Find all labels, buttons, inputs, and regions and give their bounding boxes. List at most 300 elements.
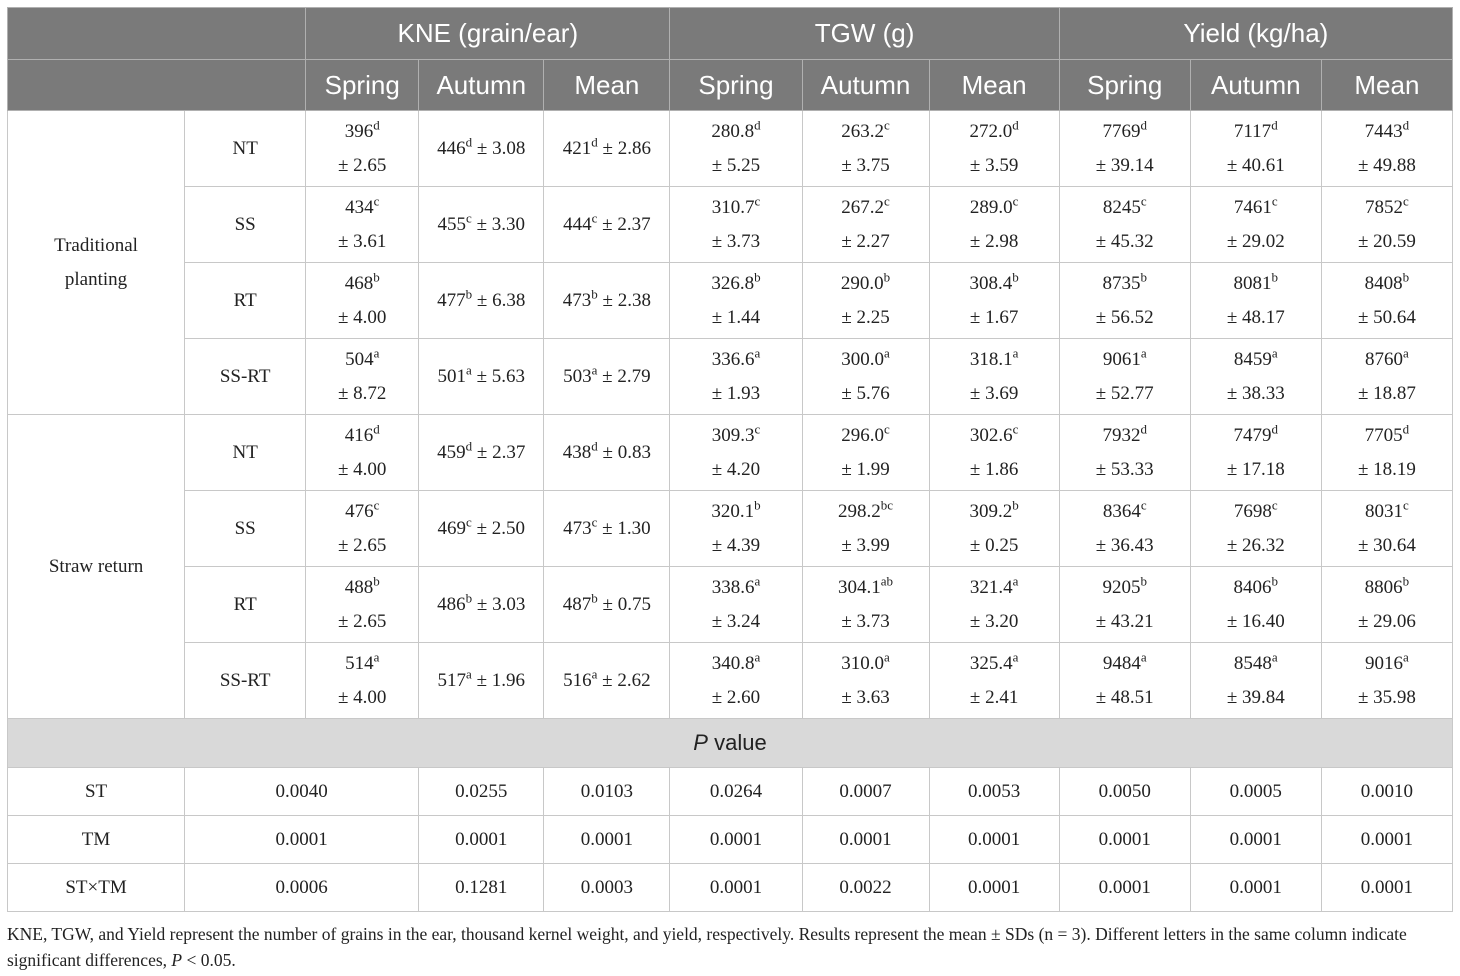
- value-cell: [670, 415, 802, 491]
- cell-mean: 304.1: [838, 576, 881, 598]
- significance-letter: c: [373, 193, 380, 209]
- cell-sd: ± 18.19: [1357, 458, 1416, 480]
- significance-letter: b: [1271, 573, 1279, 589]
- value-cell: [544, 263, 670, 339]
- significance-letter: d: [591, 438, 598, 454]
- table-row: [8, 263, 1453, 339]
- cell-sd: ± 0.75: [602, 593, 651, 615]
- cell-sd: ± 50.64: [1357, 306, 1416, 328]
- cell-sd: ± 2.79: [602, 365, 651, 387]
- value-cell: [670, 187, 802, 263]
- cell-mean: 517: [437, 669, 467, 691]
- value-cell: [670, 643, 802, 719]
- cell-mean: 7852: [1365, 196, 1404, 218]
- treatment-label: SS-RT: [185, 339, 306, 415]
- value-cell: [1059, 567, 1190, 643]
- cell-sd: ± 56.52: [1095, 306, 1154, 328]
- value-cell: [306, 643, 419, 719]
- header-season: Autumn: [802, 60, 929, 111]
- pvalue-cell: 0.0001: [1321, 864, 1452, 912]
- cell-sd: ± 4.00: [337, 686, 387, 708]
- cell-mean: 396: [344, 120, 374, 142]
- value-cell: [1321, 643, 1452, 719]
- cell-sd: ± 1.99: [841, 458, 890, 480]
- cell-mean: 486: [437, 593, 466, 615]
- significance-letter: b: [1402, 269, 1410, 285]
- significance-letter: a: [373, 345, 380, 361]
- cell-mean: 7479: [1233, 424, 1272, 446]
- value-cell: [306, 491, 419, 567]
- significance-letter: a: [754, 345, 761, 361]
- cell-mean: 321.4: [969, 576, 1013, 598]
- significance-letter: b: [1402, 573, 1410, 589]
- value-cell: [306, 187, 419, 263]
- cell-sd: ± 16.40: [1226, 610, 1285, 632]
- treatment-label: NT: [185, 415, 306, 491]
- pvalue-factor: ST×TM: [8, 864, 185, 912]
- cell-sd: ± 6.38: [476, 289, 526, 311]
- cell-mean: 477: [437, 289, 466, 311]
- value-cell: [802, 263, 929, 339]
- cell-sd: ± 48.17: [1226, 306, 1285, 328]
- value-cell: [1059, 187, 1190, 263]
- value-cell: [1190, 415, 1321, 491]
- value-cell: [419, 111, 544, 187]
- pvalue-cell: 0.0001: [185, 816, 419, 864]
- value-cell: [929, 111, 1059, 187]
- pvalue-row: [8, 768, 1453, 816]
- header-group-kne: KNE (grain/ear): [306, 8, 670, 60]
- header-row-groups: [8, 8, 1453, 60]
- value-cell: [802, 187, 929, 263]
- significance-letter: b: [465, 286, 473, 302]
- pvalue-factor: ST: [8, 768, 185, 816]
- value-cell: [1059, 111, 1190, 187]
- cell-sd: ± 1.30: [602, 517, 651, 539]
- treatment-label: NT: [185, 111, 306, 187]
- cell-sd: ± 4.00: [337, 306, 387, 328]
- value-cell: [1321, 263, 1452, 339]
- significance-letter: c: [884, 193, 890, 209]
- pvalue-cell: 0.0001: [419, 816, 544, 864]
- cell-sd: ± 2.86: [602, 137, 651, 159]
- cell-mean: 444: [563, 213, 592, 235]
- value-cell: [929, 339, 1059, 415]
- value-cell: [306, 339, 419, 415]
- cell-sd: ± 35.98: [1357, 686, 1416, 708]
- table-row: [8, 415, 1453, 491]
- cell-sd: ± 29.06: [1357, 610, 1416, 632]
- cell-sd: ± 40.61: [1226, 154, 1285, 176]
- pvalue-cell: 0.0103: [544, 768, 670, 816]
- significance-letter: d: [465, 134, 473, 150]
- cell-sd: ± 20.59: [1357, 230, 1416, 252]
- cell-sd: ± 52.77: [1095, 382, 1154, 404]
- cell-sd: ± 5.25: [711, 154, 761, 176]
- treatment-label: RT: [185, 567, 306, 643]
- cell-sd: ± 0.25: [969, 534, 1019, 556]
- value-cell: [1190, 263, 1321, 339]
- cell-mean: 320.1: [711, 500, 755, 522]
- header-corner-lower: [8, 60, 306, 111]
- header-season: Autumn: [1190, 60, 1321, 111]
- pvalue-factor: TM: [8, 816, 185, 864]
- significance-letter: b: [373, 269, 380, 285]
- significance-letter: c: [1012, 193, 1019, 209]
- cell-mean: 8760: [1365, 348, 1404, 370]
- cell-mean: 488: [344, 576, 374, 598]
- significance-letter: a: [591, 362, 598, 378]
- value-cell: [419, 415, 544, 491]
- table-body: [8, 111, 1453, 719]
- cell-mean: 8245: [1102, 196, 1141, 218]
- significance-letter: c: [1403, 193, 1409, 209]
- cell-mean: 438: [562, 441, 592, 463]
- cell-sd: ± 2.37: [476, 441, 526, 463]
- value-cell: [670, 111, 802, 187]
- table-row: [8, 491, 1453, 567]
- cell-sd: ± 2.25: [841, 306, 890, 328]
- value-cell: [1190, 643, 1321, 719]
- cell-sd: ± 4.39: [711, 534, 761, 556]
- value-cell: [1190, 187, 1321, 263]
- cell-sd: ± 3.30: [476, 213, 525, 235]
- pvalue-cell: 0.0010: [1321, 768, 1452, 816]
- significance-letter: c: [373, 497, 380, 513]
- significance-letter: d: [754, 117, 761, 133]
- pvalue-cell: 0.0040: [185, 768, 419, 816]
- cell-sd: ± 5.63: [476, 365, 525, 387]
- group-label: Traditional planting: [8, 111, 185, 415]
- group-label: Straw return: [8, 415, 185, 719]
- cell-mean: 421: [562, 137, 592, 159]
- cell-mean: 9484: [1102, 652, 1141, 674]
- pvalue-cell: 0.0001: [929, 816, 1059, 864]
- value-cell: [929, 491, 1059, 567]
- value-cell: [1321, 339, 1452, 415]
- cell-sd: ± 2.50: [476, 517, 525, 539]
- cell-mean: 296.0: [841, 424, 885, 446]
- cell-sd: ± 1.44: [711, 306, 761, 328]
- significance-letter: a: [1012, 649, 1019, 665]
- cell-sd: ± 3.20: [969, 610, 1019, 632]
- cell-mean: 290.0: [840, 272, 884, 294]
- cell-mean: 468: [344, 272, 374, 294]
- cell-sd: ± 3.75: [841, 154, 890, 176]
- cell-sd: ± 18.87: [1357, 382, 1416, 404]
- value-cell: [670, 263, 802, 339]
- pvalue-title: [8, 719, 1453, 768]
- significance-letter: c: [1140, 193, 1147, 209]
- cell-sd: ± 2.38: [602, 289, 651, 311]
- pvalue-body: [8, 768, 1453, 912]
- cell-mean: 272.0: [969, 120, 1013, 142]
- value-cell: [802, 339, 929, 415]
- value-cell: [306, 567, 419, 643]
- value-cell: [929, 187, 1059, 263]
- significance-letter: c: [466, 210, 472, 226]
- value-cell: [1190, 491, 1321, 567]
- cell-sd: ± 29.02: [1226, 230, 1285, 252]
- cell-sd: ± 3.99: [841, 534, 890, 556]
- significance-letter: c: [754, 193, 761, 209]
- value-cell: [802, 415, 929, 491]
- value-cell: [419, 491, 544, 567]
- cell-mean: 8031: [1365, 500, 1404, 522]
- pvalue-cell: 0.0003: [544, 864, 670, 912]
- cell-sd: ± 5.76: [841, 382, 890, 404]
- cell-sd: ± 1.96: [476, 669, 525, 691]
- cell-sd: ± 2.65: [337, 154, 387, 176]
- value-cell: [929, 263, 1059, 339]
- significance-letter: c: [884, 421, 890, 437]
- cell-mean: 7443: [1364, 120, 1403, 142]
- significance-letter: d: [591, 134, 598, 150]
- cell-mean: 310.7: [711, 196, 755, 218]
- value-cell: [1059, 643, 1190, 719]
- significance-letter: a: [591, 666, 598, 682]
- cell-mean: 459: [437, 441, 466, 463]
- cell-sd: ± 2.60: [711, 686, 761, 708]
- significance-letter: d: [1271, 117, 1278, 133]
- pvalue-section: [8, 719, 1453, 768]
- cell-sd: ± 49.88: [1357, 154, 1416, 176]
- cell-mean: 7932: [1102, 424, 1141, 446]
- significance-letter: a: [1012, 573, 1019, 589]
- value-cell: [1190, 111, 1321, 187]
- pvalue-title-p: P: [693, 730, 708, 755]
- cell-sd: ± 36.43: [1095, 534, 1154, 556]
- cell-mean: 263.2: [841, 120, 885, 142]
- cell-mean: 267.2: [841, 196, 885, 218]
- value-cell: [544, 187, 670, 263]
- cell-sd: ± 3.24: [711, 610, 761, 632]
- significance-letter: ab: [880, 573, 894, 589]
- pvalue-cell: 0.0005: [1190, 768, 1321, 816]
- cell-sd: ± 30.64: [1357, 534, 1416, 556]
- value-cell: [802, 643, 929, 719]
- significance-letter: d: [1140, 117, 1147, 133]
- significance-letter: b: [591, 590, 598, 606]
- table-row: [8, 187, 1453, 263]
- cell-mean: 514: [345, 652, 374, 674]
- header-season: Spring: [670, 60, 802, 111]
- pvalue-cell: 0.0001: [1059, 864, 1190, 912]
- cell-mean: 8408: [1364, 272, 1403, 294]
- cell-sd: ± 45.32: [1095, 230, 1154, 252]
- cell-mean: 8081: [1233, 272, 1272, 294]
- cell-mean: 516: [563, 669, 592, 691]
- table-row: [8, 111, 1453, 187]
- significance-letter: c: [1271, 193, 1278, 209]
- cell-sd: ± 2.37: [602, 213, 651, 235]
- value-cell: [802, 567, 929, 643]
- significance-letter: b: [1140, 573, 1147, 589]
- value-cell: [1190, 567, 1321, 643]
- significance-letter: b: [754, 497, 761, 513]
- cell-mean: 340.8: [711, 652, 755, 674]
- significance-letter: a: [1403, 649, 1409, 665]
- significance-letter: c: [1140, 497, 1147, 513]
- cell-sd: ± 2.65: [337, 534, 387, 556]
- significance-letter: c: [1403, 497, 1409, 513]
- cell-mean: 9205: [1102, 576, 1141, 598]
- value-cell: [802, 491, 929, 567]
- cell-sd: ± 8.72: [337, 382, 387, 404]
- value-cell: [670, 339, 802, 415]
- pvalue-row: [8, 864, 1453, 912]
- significance-letter: b: [373, 573, 380, 589]
- cell-sd: ± 38.33: [1226, 382, 1285, 404]
- header-row-seasons: [8, 60, 1453, 111]
- value-cell: [670, 491, 802, 567]
- pvalue-cell: 0.0001: [670, 816, 802, 864]
- cell-mean: 416: [344, 424, 374, 446]
- treatment-label: SS: [185, 491, 306, 567]
- footnote-text: KNE, TGW, and Yield represent the number of grains in the ear, thousand kernel weight, and yield, respectively. Results represent the mean ± SDs (n = 3). Different letters in the same column indicate significant differences,: [7, 924, 1407, 970]
- results-table: [7, 7, 1453, 912]
- pvalue-cell: 0.0001: [929, 864, 1059, 912]
- pvalue-title-row: [8, 719, 1453, 768]
- cell-sd: ± 0.83: [602, 441, 651, 463]
- significance-letter: a: [754, 649, 761, 665]
- header-season: Mean: [929, 60, 1059, 111]
- cell-mean: 336.6: [711, 348, 755, 370]
- significance-letter: c: [884, 117, 890, 133]
- cell-mean: 8548: [1233, 652, 1272, 674]
- value-cell: [419, 339, 544, 415]
- cell-mean: 308.4: [969, 272, 1013, 294]
- cell-mean: 309.2: [969, 500, 1013, 522]
- value-cell: [929, 643, 1059, 719]
- significance-letter: d: [1402, 421, 1410, 437]
- pvalue-cell: 0.0001: [1059, 816, 1190, 864]
- header-season: Mean: [1321, 60, 1452, 111]
- cell-mean: 8406: [1233, 576, 1272, 598]
- cell-sd: ± 26.32: [1226, 534, 1285, 556]
- pvalue-cell: 0.0007: [802, 768, 929, 816]
- value-cell: [1321, 491, 1452, 567]
- cell-mean: 8459: [1233, 348, 1272, 370]
- header-group-yield: Yield (kg/ha): [1059, 8, 1452, 60]
- significance-letter: a: [1271, 649, 1278, 665]
- cell-sd: ± 39.14: [1095, 154, 1154, 176]
- significance-letter: a: [884, 649, 890, 665]
- significance-letter: b: [883, 269, 891, 285]
- pvalue-cell: 0.0001: [802, 816, 929, 864]
- cell-sd: ± 1.67: [969, 306, 1019, 328]
- cell-sd: ± 3.73: [711, 230, 761, 252]
- value-cell: [802, 111, 929, 187]
- cell-sd: ± 2.65: [337, 610, 387, 632]
- significance-letter: bc: [880, 497, 894, 513]
- significance-letter: c: [754, 421, 761, 437]
- cell-sd: ± 4.20: [711, 458, 761, 480]
- cell-sd: ± 2.27: [841, 230, 890, 252]
- cell-mean: 325.4: [969, 652, 1013, 674]
- value-cell: [1059, 263, 1190, 339]
- cell-mean: 8364: [1102, 500, 1141, 522]
- cell-mean: 8735: [1102, 272, 1141, 294]
- cell-mean: 302.6: [969, 424, 1013, 446]
- cell-mean: 318.1: [969, 348, 1013, 370]
- significance-letter: b: [1271, 269, 1279, 285]
- pvalue-cell: 0.0001: [544, 816, 670, 864]
- value-cell: [306, 415, 419, 491]
- cell-sd: ± 3.59: [969, 154, 1019, 176]
- cell-mean: 7705: [1364, 424, 1403, 446]
- pvalue-cell: 0.0264: [670, 768, 802, 816]
- significance-letter: d: [1402, 117, 1410, 133]
- value-cell: [544, 111, 670, 187]
- cell-mean: 280.8: [711, 120, 755, 142]
- cell-mean: 503: [563, 365, 592, 387]
- cell-mean: 7769: [1102, 120, 1141, 142]
- cell-sd: ± 1.93: [711, 382, 761, 404]
- significance-letter: c: [591, 210, 598, 226]
- cell-sd: ± 3.63: [841, 686, 890, 708]
- pvalue-cell: 0.0001: [1190, 864, 1321, 912]
- value-cell: [1321, 187, 1452, 263]
- significance-letter: d: [465, 438, 473, 454]
- value-cell: [1321, 111, 1452, 187]
- cell-mean: 469: [437, 517, 467, 539]
- value-cell: [1059, 339, 1190, 415]
- value-cell: [544, 339, 670, 415]
- table-row: [8, 339, 1453, 415]
- significance-letter: d: [1012, 117, 1019, 133]
- significance-letter: a: [1403, 345, 1409, 361]
- cell-sd: ± 1.86: [969, 458, 1019, 480]
- significance-letter: c: [1271, 497, 1278, 513]
- header-corner: [8, 8, 306, 60]
- significance-letter: d: [1271, 421, 1279, 437]
- cell-sd: ± 3.08: [476, 137, 526, 159]
- pvalue-row: [8, 816, 1453, 864]
- footnote-tail: < 0.05.: [182, 950, 236, 970]
- significance-letter: d: [373, 117, 380, 133]
- cell-sd: ± 2.98: [969, 230, 1019, 252]
- pvalue-title-rest: value: [707, 730, 767, 755]
- significance-letter: a: [466, 666, 472, 682]
- pvalue-cell: 0.0001: [1190, 816, 1321, 864]
- header-season: Spring: [1059, 60, 1190, 111]
- value-cell: [419, 567, 544, 643]
- value-cell: [306, 111, 419, 187]
- cell-mean: 309.3: [711, 424, 755, 446]
- significance-letter: a: [466, 362, 472, 378]
- cell-sd: ± 53.33: [1095, 458, 1154, 480]
- cell-mean: 338.6: [711, 576, 755, 598]
- cell-sd: ± 48.51: [1095, 686, 1154, 708]
- cell-mean: 8806: [1364, 576, 1403, 598]
- treatment-label: SS-RT: [185, 643, 306, 719]
- value-cell: [929, 415, 1059, 491]
- table-row: [8, 567, 1453, 643]
- significance-letter: b: [1012, 269, 1019, 285]
- cell-sd: ± 39.84: [1226, 686, 1285, 708]
- pvalue-cell: 0.1281: [419, 864, 544, 912]
- cell-sd: ± 3.69: [969, 382, 1019, 404]
- cell-mean: 7461: [1233, 196, 1272, 218]
- header-group-tgw: TGW (g): [670, 8, 1059, 60]
- cell-mean: 501: [437, 365, 467, 387]
- cell-mean: 504: [345, 348, 374, 370]
- cell-mean: 289.0: [969, 196, 1013, 218]
- cell-sd: ± 3.73: [841, 610, 890, 632]
- significance-letter: b: [1012, 497, 1019, 513]
- significance-letter: a: [1271, 345, 1278, 361]
